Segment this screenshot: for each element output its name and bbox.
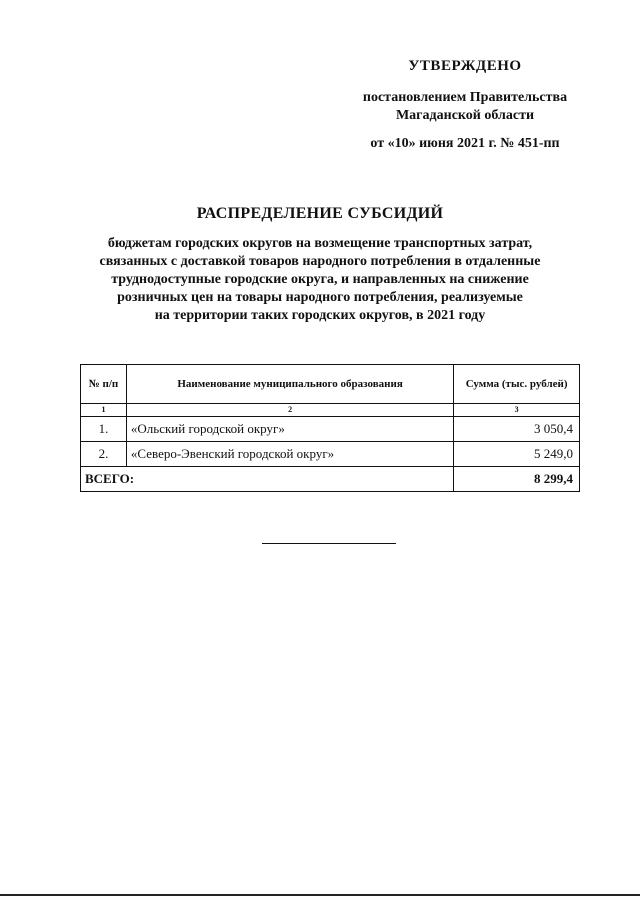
- total-label: ВСЕГО:: [81, 467, 454, 492]
- row-amount: 5 249,0: [454, 442, 580, 467]
- subtitle-line: труднодоступные городские округа, и направленных на снижение: [111, 272, 529, 287]
- row-amount: 3 050,4: [454, 417, 580, 442]
- subtitle-line: розничных цен на товары народного потребления, реализуемые: [117, 290, 523, 305]
- table-row: [81, 442, 580, 467]
- approval-line-2: Магаданской области: [395, 108, 535, 123]
- subtitle-line: связанных с доставкой товаров народного потребления в отдаленные: [99, 254, 541, 269]
- document-title: РАСПРЕДЕЛЕНИЕ СУБСИДИЙ: [196, 205, 444, 222]
- subsidy-table: [80, 364, 580, 492]
- approval-title: УТВЕРЖДЕНО: [408, 58, 522, 74]
- approval-line-1: постановлением Правительства: [362, 90, 568, 105]
- subtitle-line: бюджетам городских округов на возмещение транспортных затрат,: [107, 236, 533, 251]
- table-row: [81, 417, 580, 442]
- row-number: 2.: [81, 442, 127, 467]
- column-number: 3: [454, 404, 580, 417]
- subtitle-line: на территории таких городских округов, в 2021 году: [154, 308, 486, 323]
- header-number: № п/п: [81, 365, 127, 404]
- header-amount: Сумма (тыс. рублей): [454, 365, 580, 404]
- column-number-row: [81, 404, 580, 417]
- signature-line: [262, 543, 396, 544]
- table-header-row: [81, 365, 580, 404]
- header-name: Наименование муниципального образования: [126, 365, 453, 404]
- row-name: «Ольский городской округ»: [126, 417, 453, 442]
- document-subtitle: [70, 235, 570, 325]
- column-number: 1: [81, 404, 127, 417]
- total-row: [81, 467, 580, 492]
- page-bottom-edge: [0, 894, 640, 896]
- column-number: 2: [126, 404, 453, 417]
- total-value: 8 299,4: [454, 467, 580, 492]
- row-name: «Северо-Эвенский городской округ»: [126, 442, 453, 467]
- approval-date: от «10» июня 2021 г. № 451-пп: [370, 136, 560, 151]
- row-number: 1.: [81, 417, 127, 442]
